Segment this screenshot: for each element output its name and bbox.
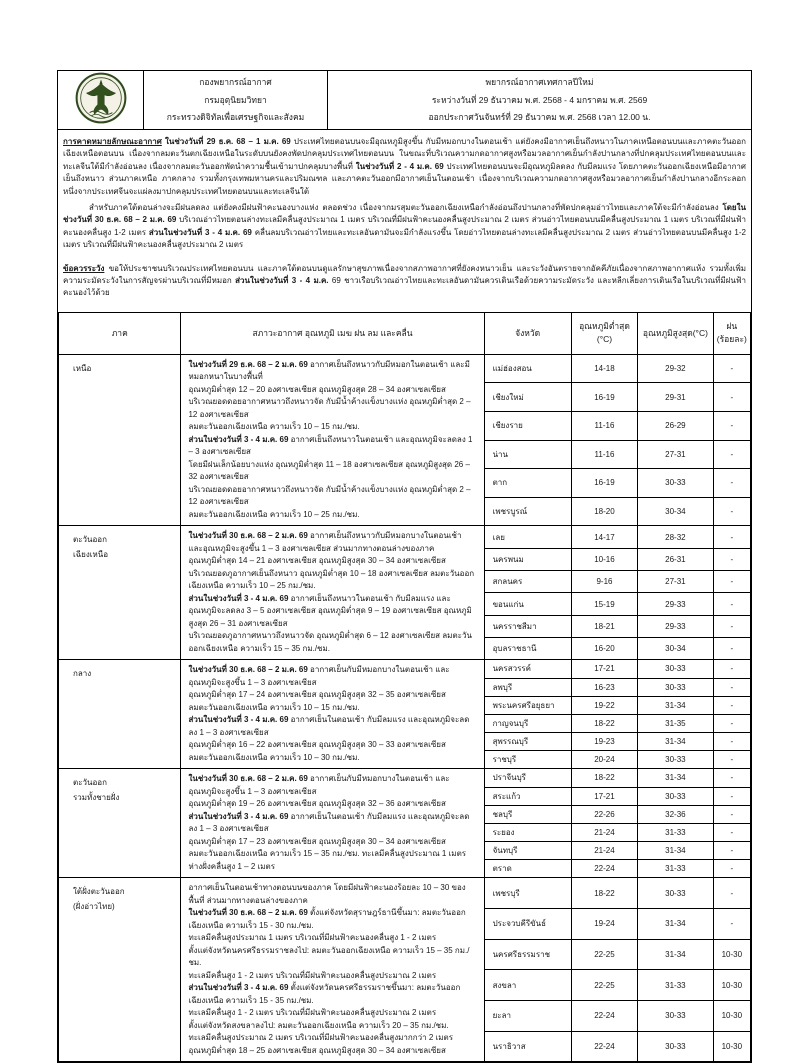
max-temp-cell: 31-34	[638, 909, 713, 940]
rain-percent-cell: -	[713, 638, 750, 660]
province-cell: นครสวรรค์	[484, 660, 571, 678]
min-temp-cell: 22-24	[571, 1031, 637, 1062]
min-temp-cell: 18-22	[571, 769, 637, 787]
province-cell: ตาก	[484, 469, 571, 498]
weather-line: บริเวณยอดภูอากาศเย็นถึงหนาว อุณหภูมิต่ำสุด 10 – 18 องศาเซลเซียส ลมตะวันออกเฉียงเหนือ ความเร็ว 10 – 25 กม./ชม.	[188, 568, 475, 591]
weather-line: ในช่วงวันที่ 30 ธ.ค. 68 – 2 ม.ค. 69 ตั้งแต่จังหวัดสุราษฎร์ธานีขึ้นมา: ลมตะวันออกเฉียงเหนือ ความเร็ว 15 - 30 กม./ชม.	[188, 908, 466, 930]
region-cell: ตะวันออก รวมทั้งชายฝั่ง	[59, 769, 181, 878]
weather-conditions-cell	[181, 660, 484, 769]
max-temp-cell: 26-31	[638, 548, 713, 570]
max-temp-cell: 30-33	[638, 1001, 713, 1032]
max-temp-cell: 31-33	[638, 823, 713, 841]
min-temp-cell: 18-22	[571, 714, 637, 732]
rain-percent-cell: -	[713, 787, 750, 805]
weather-line: ส่วนในช่วงวันที่ 3 - 4 ม.ค. 69 ตั้งแต่จังหวัดนครศรีธรรมราชขึ้นมา: ลมตะวันออกเฉียงเหนือ ความเร็ว 15 - 35 กม./ชม.	[188, 983, 461, 1005]
min-temp-cell: 16-23	[571, 678, 637, 696]
paragraph-segment: บริเวณอ่าวไทยตอนล่างทะเลมีคลื่นสูงประมาณ 1 เมตร บริเวณที่มีฝนฟ้าคะนองคลื่นสูงประมาณ 2 เมตร ส่วนอ่าวไทยตอนบนมีคลื่นสูงประมาณ 1 เมตร บริเวณที่มีฝนฟ้าคะนองคลื่นสูง 1-2 เมตร	[63, 215, 747, 237]
column-header: อุณหภูมิต่ำสุด (°C)	[571, 312, 637, 354]
table-row	[59, 878, 751, 909]
max-temp-cell: 31-34	[638, 696, 713, 714]
province-cell: ลพบุรี	[484, 678, 571, 696]
rain-percent-cell: -	[713, 571, 750, 593]
rain-percent-cell: -	[713, 678, 750, 696]
weather-line: ส่วนในช่วงวันที่ 3 - 4 ม.ค. 69 อากาศเย็นในตอนเช้า กับมีลมแรง และอุณหภูมิจะลดลง 1 – 3 องศาเซลเซียส	[188, 715, 470, 737]
province-cell: นครศรีธรรมราช	[484, 939, 571, 970]
max-temp-cell: 31-34	[638, 769, 713, 787]
weather-line: ลมตะวันออกเฉียงเหนือ ความเร็ว 15 – 35 กม./ชม. ทะเลมีคลื่นสูงประมาณ 1 เมตร ห่างฝั่งคลื่นสูง 1 – 2 เมตร	[188, 849, 467, 871]
province-cell: สงขลา	[484, 970, 571, 1001]
forecast-document	[57, 70, 752, 1063]
weather-line: ในช่วงวันที่ 30 ธ.ค. 68 – 2 ม.ค. 69 อากาศเย็นกับมีหมอกบางในตอนเช้า และอุณหภูมิจะสูงขึ้น 1 – 3 องศาเซลเซียส	[188, 665, 450, 687]
rain-percent-cell: -	[713, 823, 750, 841]
weather-line: และอุณหภูมิจะสูงขึ้น 1 – 3 องศาเซลเซียส ส่วนมากทางตอนล่างของภาค	[188, 543, 435, 553]
max-temp-cell: 31-34	[638, 939, 713, 970]
province-cell: นราธิวาส	[484, 1031, 571, 1062]
max-temp-cell: 31-33	[638, 860, 713, 878]
weather-line: ลมตะวันออกเฉียงเหนือ ความเร็ว 10 – 25 กม./ชม.	[188, 509, 360, 519]
max-temp-cell: 30-33	[638, 469, 713, 498]
paragraph-segment: ข้อควรระวัง	[63, 263, 105, 273]
min-temp-cell: 22-24	[571, 860, 637, 878]
weather-line: ลมตะวันออกเฉียงเหนือ ความเร็ว 10 – 30 กม./ชม.	[188, 752, 360, 762]
report-title: พยากรณ์อากาศเทศกาลปีใหม่	[485, 77, 594, 87]
paragraph-segment: ส่วนในช่วงวันที่ 3 - 4 ม.ค. 69	[148, 227, 252, 237]
province-cell: ตราด	[484, 860, 571, 878]
rain-percent-cell: 10-30	[713, 939, 750, 970]
column-header: สภาวะอากาศ อุณหภูมิ เมฆ ฝน ลม และคลื่น	[181, 312, 484, 354]
weather-conditions-cell	[181, 769, 484, 878]
province-cell: เพชรบูรณ์	[484, 497, 571, 526]
min-temp-cell: 19-24	[571, 909, 637, 940]
rain-percent-cell: -	[713, 878, 750, 909]
paragraph-segment: ประเทศไทยตอนบนจะมีอุณหภูมิสูงขึ้น กับมีหมอกบางในตอนเช้า แต่ยังคงมีอากาศเย็นถึงหนาวในภาคเหนือตอนบนและภาคตะวันออกเฉียงเหนือตอนบน เนื่องจากลมตะวันตกเฉียงเหนือในระดับบนยังคงพัดปกคลุมประเทศไทยตอนบน ในขณะที่บริเวณความกดอากาศสูงหรือมวลอากาศเย็นกำลังปานกลางที่ปกคลุมประเทศไทยตอนบนและทะเลจีนใต้มีกำลังอ่อนลง เนื่องจากลมตะวันออกพัดนำความชื้นเข้ามาปกคลุมบางพื้นที่	[63, 137, 747, 171]
weather-table	[58, 312, 751, 1063]
weather-line: ตั้งแต่จังหวัดสงขลาลงไป: ลมตะวันออกเฉียงเหนือ ความเร็ว 20 – 35 กม./ชม.	[188, 1020, 449, 1030]
weather-line: บริเวณยอดดอยอากาศหนาวถึงหนาวจัด กับมีน้ำค้างแข็งบางแห่ง อุณหภูมิต่ำสุด 2 – 12 องศาเซลเซียส	[188, 484, 471, 507]
max-temp-cell: 30-34	[638, 638, 713, 660]
rain-percent-cell: -	[713, 660, 750, 678]
rain-percent-cell: -	[713, 383, 750, 412]
rain-percent-cell: -	[713, 842, 750, 860]
forecast-overview-paragraph	[63, 136, 746, 198]
table-row	[59, 660, 751, 678]
province-cell: จันทบุรี	[484, 842, 571, 860]
min-temp-cell: 21-24	[571, 842, 637, 860]
paragraph-segment: ส่วนในช่วงวันที่ 3 - 4 ม.ค.	[235, 276, 329, 286]
weather-line: บริเวณยอดภูอากาศหนาวถึงหนาวจัด อุณหภูมิต่ำสุด 6 – 12 องศาเซลเซียส ลมตะวันออกเฉียงเหนือ ความเร็ว 15 – 35 กม./ชม.	[188, 631, 472, 653]
paragraph-segment: การคาดหมายลักษณะอากาศ	[63, 137, 162, 146]
min-temp-cell: 17-21	[571, 660, 637, 678]
max-temp-cell: 27-31	[638, 571, 713, 593]
max-temp-cell: 30-33	[638, 878, 713, 909]
weather-line: ส่วนในช่วงวันที่ 3 - 4 ม.ค. 69 อากาศเย็นถึงหนาวในตอนเช้า และอุณหภูมิจะลดลง 1 – 3 องศาเซลเซียส	[188, 434, 473, 457]
max-temp-cell: 30-33	[638, 751, 713, 769]
min-temp-cell: 20-24	[571, 751, 637, 769]
rain-percent-cell: -	[713, 733, 750, 751]
province-cell: น่าน	[484, 440, 571, 469]
rain-percent-cell: -	[713, 615, 750, 637]
forecast-paragraphs	[58, 130, 751, 312]
column-header: ฝน (ร้อยละ)	[713, 312, 750, 354]
max-temp-cell: 28-32	[638, 526, 713, 548]
min-temp-cell: 15-19	[571, 593, 637, 615]
province-cell: ราชบุรี	[484, 751, 571, 769]
rain-percent-cell: -	[713, 769, 750, 787]
weather-conditions-cell	[181, 878, 484, 1062]
region-cell: ใต้ฝั่งตะวันออก (ฝั่งอ่าวไทย)	[59, 878, 181, 1062]
rain-percent-cell: -	[713, 440, 750, 469]
column-header: อุณหภูมิสูงสุด(°C)	[638, 312, 713, 354]
weather-line: บริเวณยอดดอยอากาศหนาวถึงหนาวจัด กับมีน้ำค้างแข็งบางแห่ง อุณหภูมิต่ำสุด 2 – 12 องศาเซลเซียส	[188, 397, 471, 419]
min-temp-cell: 17-21	[571, 787, 637, 805]
max-temp-cell: 29-33	[638, 615, 713, 637]
min-temp-cell: 22-25	[571, 939, 637, 970]
weather-line: อุณหภูมิต่ำสุด 14 – 21 องศาเซลเซียส อุณหภูมิสูงสุด 30 – 34 องศาเซลเซียส	[188, 556, 446, 566]
province-cell: เชียงใหม่	[484, 383, 571, 412]
weather-line: อุณหภูมิต่ำสุด 12 – 20 องศาเซลเซียส อุณหภูมิสูงสุด 28 – 34 องศาเซลเซียส	[188, 384, 446, 394]
province-cell: ยะลา	[484, 1001, 571, 1032]
rain-percent-cell: -	[713, 593, 750, 615]
min-temp-cell: 21-24	[571, 823, 637, 841]
province-cell: ประจวบคีรีขันธ์	[484, 909, 571, 940]
province-cell: เพชรบุรี	[484, 878, 571, 909]
max-temp-cell: 29-31	[638, 383, 713, 412]
paragraph-segment: สำหรับภาคใต้ตอนล่างจะมีฝนลดลง แต่ยังคงมีฝนฟ้าคะนองบางแห่ง ตลอดช่วง เนื่องจากมรสุมตะวันออกเฉียงเหนือกำลังอ่อนถึงปานกลางที่พัดปกคลุมอ่าวไทยและภาคใต้จะมีกำลังอ่อนลง	[89, 203, 723, 213]
rain-percent-cell: -	[713, 469, 750, 498]
weather-line: ในช่วงวันที่ 30 ธ.ค. 68 – 2 ม.ค. 69 อากาศเย็นกับมีหมอกบางในตอนเช้า และอุณหภูมิจะสูงขึ้น 1 – 3 องศาเซลเซียส	[188, 774, 450, 796]
weather-line: ทะเลมีคลื่นสูงประมาณ 1 เมตร บริเวณที่มีฝนฟ้าคะนองคลื่นสูง 1 - 2 เมตร	[188, 933, 437, 943]
weather-line: อุณหภูมิต่ำสุด 16 – 22 องศาเซลเซียส อุณหภูมิสูงสุด 30 – 33 องศาเซลเซียส	[188, 740, 446, 750]
paragraph-segment: ในช่วงวันที่ 29 ธ.ค. 68 – 1 ม.ค. 69	[161, 137, 291, 146]
rain-percent-cell: -	[713, 354, 750, 383]
weather-line: อุณหภูมิต่ำสุด 18 – 25 องศาเซลเซียส อุณหภูมิสูงสุด 30 – 34 องศาเซลเซียส	[188, 1045, 446, 1055]
logo-cell	[58, 71, 144, 129]
weather-line: ลมตะวันออกเฉียงเหนือ ความเร็ว 10 – 15 กม./ชม.	[188, 422, 360, 432]
province-cell: สกลนคร	[484, 571, 571, 593]
min-temp-cell: 22-26	[571, 805, 637, 823]
weather-line: ส่วนในช่วงวันที่ 3 - 4 ม.ค. 69 อากาศเย็นถึงหนาวในตอนเช้า กับมีลมแรง และอุณหภูมิจะลดลง 3 – 5 องศาเซลเซียส อุณหภูมิต่ำสุด 9 – 19 องศาเซลเซียส อุณหภูมิสูงสุด 26 – 31 องศาเซลเซียส	[188, 593, 472, 628]
weather-conditions-cell	[181, 526, 484, 660]
weather-line: ทะเลมีคลื่นสูง 1 - 2 เมตร บริเวณที่มีฝนฟ้าคะนองคลื่นสูงประมาณ 2 เมตร	[188, 1008, 437, 1018]
weather-line: ตั้งแต่จังหวัดนครศรีธรรมราชลงไป: ลมตะวันออกเฉียงเหนือ ความเร็ว 15 – 35 กม./ชม.	[188, 945, 470, 968]
paragraph-segment: ในช่วงวันที่ 2 - 4 ม.ค. 69	[352, 161, 444, 171]
max-temp-cell: 30-33	[638, 678, 713, 696]
weather-line: อุณหภูมิต่ำสุด 17 – 23 องศาเซลเซียส อุณหภูมิสูงสุด 30 – 34 องศาเซลเซียส	[188, 836, 446, 846]
min-temp-cell: 11-16	[571, 440, 637, 469]
max-temp-cell: 31-34	[638, 842, 713, 860]
max-temp-cell: 31-34	[638, 733, 713, 751]
paragraph-segment: 69 ชาวเรือบริเวณอ่าวไทยและทะเลอันดามันควรเดินเรือด้วยความระมัดระวัง และหลีกเลี่ยงการเดินเรือในบริเวณที่มีฝนฟ้าคะนองไว้ด้วย	[63, 276, 746, 298]
province-cell: สระแก้ว	[484, 787, 571, 805]
max-temp-cell: 31-33	[638, 970, 713, 1001]
max-temp-cell: 30-33	[638, 787, 713, 805]
weather-line: ในช่วงวันที่ 29 ธ.ค. 68 – 2 ม.ค. 69 อากาศเย็นถึงหนาวกับมีหมอกในตอนเช้า และมีหมอกหนาในบางพื้นที่	[188, 359, 470, 382]
min-temp-cell: 16-19	[571, 469, 637, 498]
max-temp-cell: 29-32	[638, 354, 713, 383]
province-cell: สุพรรณบุรี	[484, 733, 571, 751]
min-temp-cell: 18-21	[571, 615, 637, 637]
province-cell: กาญจนบุรี	[484, 714, 571, 732]
min-temp-cell: 9-16	[571, 571, 637, 593]
org-name-block	[144, 71, 328, 129]
min-temp-cell: 19-23	[571, 733, 637, 751]
rain-percent-cell: -	[713, 714, 750, 732]
rain-percent-cell: -	[713, 805, 750, 823]
report-issued: ออกประกาศวันจันทร์ที่ 29 ธันวาคม พ.ศ. 2568 เวลา 12.00 น.	[428, 112, 651, 122]
min-temp-cell: 19-22	[571, 696, 637, 714]
weather-line: ในช่วงวันที่ 30 ธ.ค. 68 – 2 ม.ค. 69 อากาศเย็นถึงหนาวกับมีหมอกบางในตอนเช้า	[188, 531, 462, 541]
table-row	[59, 354, 751, 383]
min-temp-cell: 22-24	[571, 1001, 637, 1032]
weather-conditions-cell	[181, 354, 484, 526]
table-header-row	[59, 312, 751, 354]
min-temp-cell: 16-19	[571, 383, 637, 412]
paragraph-segment: ประเทศไทยตอนบนจะมีอุณหภูมิลดลง กับมีลมแรง โดยภาคตะวันออกเฉียงเหนือมีอากาศเย็นถึงหนาว ส่วนภาคเหนือ ภาคกลาง รวมทั้งกรุงเทพมหานครและปริมณฑล และภาคตะวันออกมีอากาศเย็นในตอนเช้า เนื่องจากบริเวณความกดอากาศสูงหรือมวลอากาศเย็นกำลังปานกลางอีกระลอกหนึ่งจากประเทศจีนจะแผ่ลงมาปกคลุมประเทศไทยตอนบนและทะเลจีนใต้	[63, 161, 746, 196]
rain-percent-cell: -	[713, 412, 750, 441]
rain-percent-cell: -	[713, 548, 750, 570]
weather-line: ทะเลมีคลื่นสูงประมาณ 2 เมตร บริเวณที่มีฝนฟ้าคะนองคลื่นสูงมากกว่า 2 เมตร	[188, 1033, 453, 1043]
province-cell: แม่ฮ่องสอน	[484, 354, 571, 383]
min-temp-cell: 14-17	[571, 526, 637, 548]
column-header: จังหวัด	[484, 312, 571, 354]
province-cell: เลย	[484, 526, 571, 548]
min-temp-cell: 16-20	[571, 638, 637, 660]
rain-percent-cell: 10-30	[713, 1031, 750, 1062]
caution-paragraph	[63, 263, 746, 300]
province-cell: อุบลราชธานี	[484, 638, 571, 660]
province-cell: ชลบุรี	[484, 805, 571, 823]
weather-line: อุณหภูมิต่ำสุด 17 – 24 องศาเซลเซียส อุณหภูมิสูงสุด 32 – 35 องศาเซลเซียส	[188, 690, 446, 700]
table-row	[59, 526, 751, 548]
max-temp-cell: 29-33	[638, 593, 713, 615]
column-header: ภาค	[59, 312, 181, 354]
max-temp-cell: 32-36	[638, 805, 713, 823]
rain-percent-cell: 10-30	[713, 1001, 750, 1032]
rain-percent-cell: -	[713, 909, 750, 940]
rain-percent-cell: -	[713, 497, 750, 526]
document-header	[58, 71, 751, 130]
table-row	[59, 769, 751, 787]
weather-line: อุณหภูมิต่ำสุด 19 – 26 องศาเซลเซียส อุณหภูมิสูงสุด 32 – 36 องศาเซลเซียส	[188, 799, 446, 809]
max-temp-cell: 27-31	[638, 440, 713, 469]
weather-line: ส่วนในช่วงวันที่ 3 - 4 ม.ค. 69 อากาศเย็นในตอนเช้า กับมีลมแรง และอุณหภูมิจะลดลง 1 – 3 องศาเซลเซียส	[188, 811, 470, 834]
min-temp-cell: 18-20	[571, 497, 637, 526]
weather-line: อากาศเย็นในตอนเช้าทางตอนบนของภาค โดยมีฝนฟ้าคะนองร้อยละ 10 – 30 ของพื้นที่ ส่วนมากทางตอนล่างของภาค	[188, 883, 466, 905]
org-bureau: กองพยากรณ์อากาศ	[199, 77, 272, 87]
region-cell: กลาง	[59, 660, 181, 769]
rain-percent-cell: -	[713, 860, 750, 878]
south-outlook-paragraph	[63, 202, 746, 252]
min-temp-cell: 22-25	[571, 970, 637, 1001]
province-cell: ขอนแก่น	[484, 593, 571, 615]
paragraph-segment: ขอให้ประชาชนบริเวณประเทศไทยตอนบน และภาคใต้ตอนบนดูแลรักษาสุขภาพเนื่องจากสภาพอากาศที่ยังคงหนาวเย็น และระวังอันตรายจากอัคคีภัยเนื่องจากสภาพอากาศแห้ง รวมทั้งเพิ่มความระมัดระวังในการสัญจรผ่านบริเวณที่มีหมอก	[63, 263, 746, 286]
province-cell: ปราจีนบุรี	[484, 769, 571, 787]
min-temp-cell: 10-16	[571, 548, 637, 570]
region-cell: เหนือ	[59, 354, 181, 526]
max-temp-cell: 30-34	[638, 497, 713, 526]
max-temp-cell: 31-35	[638, 714, 713, 732]
province-cell: นครพนม	[484, 548, 571, 570]
province-cell: นครราชสีมา	[484, 615, 571, 637]
paragraph-segment: คลื่นลมบริเวณอ่าวไทยและทะเลอันดามันจะมีกำลังแรงขึ้น โดยอ่าวไทยตอนล่างทะเลมีคลื่นสูงประมาณ 2 เมตร ส่วนอ่าวไทยตอนบนมีคลื่นสูง 1-2 เมตร บริเวณที่มีฝนฟ้าคะนองคลื่นสูงประมาณ 2 เมตร	[63, 227, 746, 250]
min-temp-cell: 11-16	[571, 412, 637, 441]
paragraph-segment: โดยในช่วงวันที่ 30 ธ.ค. 68 – 2 ม.ค. 69	[63, 203, 746, 225]
max-temp-cell: 30-33	[638, 660, 713, 678]
issue-info-block	[328, 71, 751, 129]
min-temp-cell: 14-18	[571, 354, 637, 383]
rain-percent-cell: -	[713, 696, 750, 714]
org-ministry: กระทรวงดิจิทัลเพื่อเศรษฐกิจและสังคม	[166, 112, 305, 122]
weather-line: โดยมีฝนเล็กน้อยบางแห่ง อุณหภูมิต่ำสุด 11 – 18 องศาเซลเซียส อุณหภูมิสูงสุด 26 – 32 องศาเซลเซียส	[188, 459, 470, 482]
department-seal-logo	[75, 72, 127, 129]
min-temp-cell: 18-22	[571, 878, 637, 909]
report-period: ระหว่างวันที่ 29 ธันวาคม พ.ศ. 2568 - 4 มกราคม พ.ศ. 2569	[431, 94, 648, 105]
province-cell: เชียงราย	[484, 412, 571, 441]
rain-percent-cell: -	[713, 526, 750, 548]
org-department: กรมอุตุนิยมวิทยา	[204, 94, 267, 105]
region-cell: ตะวันออก เฉียงเหนือ	[59, 526, 181, 660]
max-temp-cell: 30-33	[638, 1031, 713, 1062]
rain-percent-cell: -	[713, 751, 750, 769]
rain-percent-cell: 10-30	[713, 970, 750, 1001]
weather-line: ลมตะวันออกเฉียงเหนือ ความเร็ว 10 – 15 กม./ชม.	[188, 702, 360, 712]
max-temp-cell: 26-29	[638, 412, 713, 441]
weather-line: ทะเลมีคลื่นสูง 1 - 2 เมตร บริเวณที่มีฝนฟ้าคะนองคลื่นสูงประมาณ 2 เมตร	[188, 970, 437, 980]
province-cell: พระนครศรีอยุธยา	[484, 696, 571, 714]
province-cell: ระยอง	[484, 823, 571, 841]
